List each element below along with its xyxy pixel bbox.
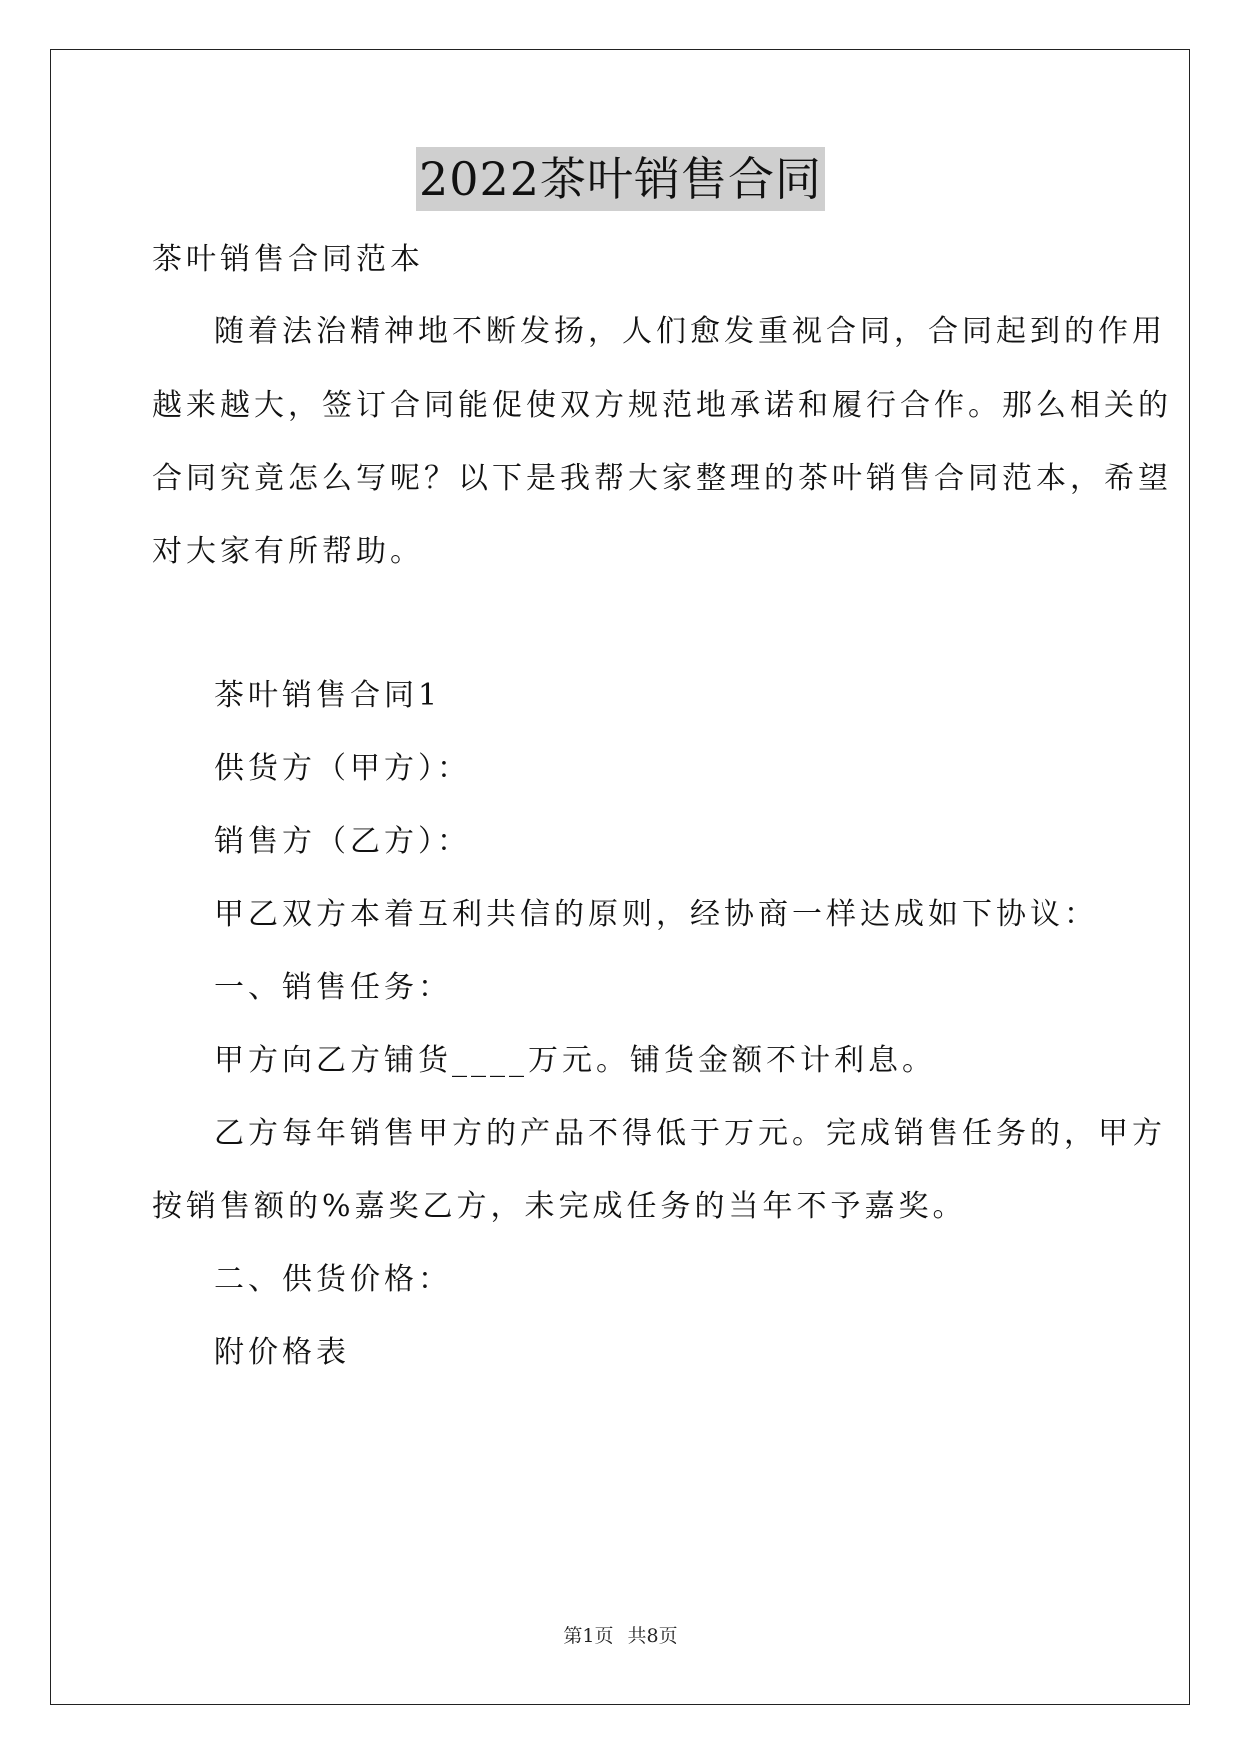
title-container: [0, 147, 1241, 211]
page-total: 共8页: [627, 1625, 678, 1647]
intro-line-3: 合同究竟怎么写呢？以下是我帮大家整理的茶叶销售合同范本，希望: [152, 461, 1172, 496]
section-1-paragraph-2-line-1: 乙方每年销售甲方的产品不得低于万元。完成销售任务的，甲方: [214, 1116, 1166, 1151]
agreement-line: 甲乙双方本着互利共信的原则，经协商一样达成如下协议：: [214, 897, 1098, 932]
contract-heading: 茶叶销售合同1: [214, 678, 442, 713]
seller-line: 销售方（乙方）：: [214, 824, 471, 859]
supplier-line: 供货方（甲方）：: [214, 751, 471, 786]
price-table-note: 附价格表: [214, 1335, 350, 1370]
section-1-heading: 一、销售任务：: [214, 970, 452, 1005]
page-footer: [0, 1624, 1241, 1648]
intro-line-2: 越来越大，签订合同能促使双方规范地承诺和履行合作。那么相关的: [152, 388, 1172, 423]
document-title: 2022茶叶销售合同: [416, 147, 825, 211]
intro-line-4: 对大家有所帮助。: [152, 534, 424, 569]
page-border: [50, 49, 1190, 1705]
page-number: 第1页: [563, 1625, 614, 1647]
intro-line-1: 随着法治精神地不断发扬，人们愈发重视合同，合同起到的作用: [214, 314, 1166, 349]
section-1-paragraph-1: 甲方向乙方铺货____万元。铺货金额不计利息。: [214, 1043, 936, 1078]
section-1-paragraph-2-line-2: 按销售额的%嘉奖乙方，未完成任务的当年不予嘉奖。: [152, 1189, 967, 1224]
document-subtitle: 茶叶销售合同范本: [152, 242, 424, 277]
section-2-heading: 二、供货价格：: [214, 1262, 452, 1297]
